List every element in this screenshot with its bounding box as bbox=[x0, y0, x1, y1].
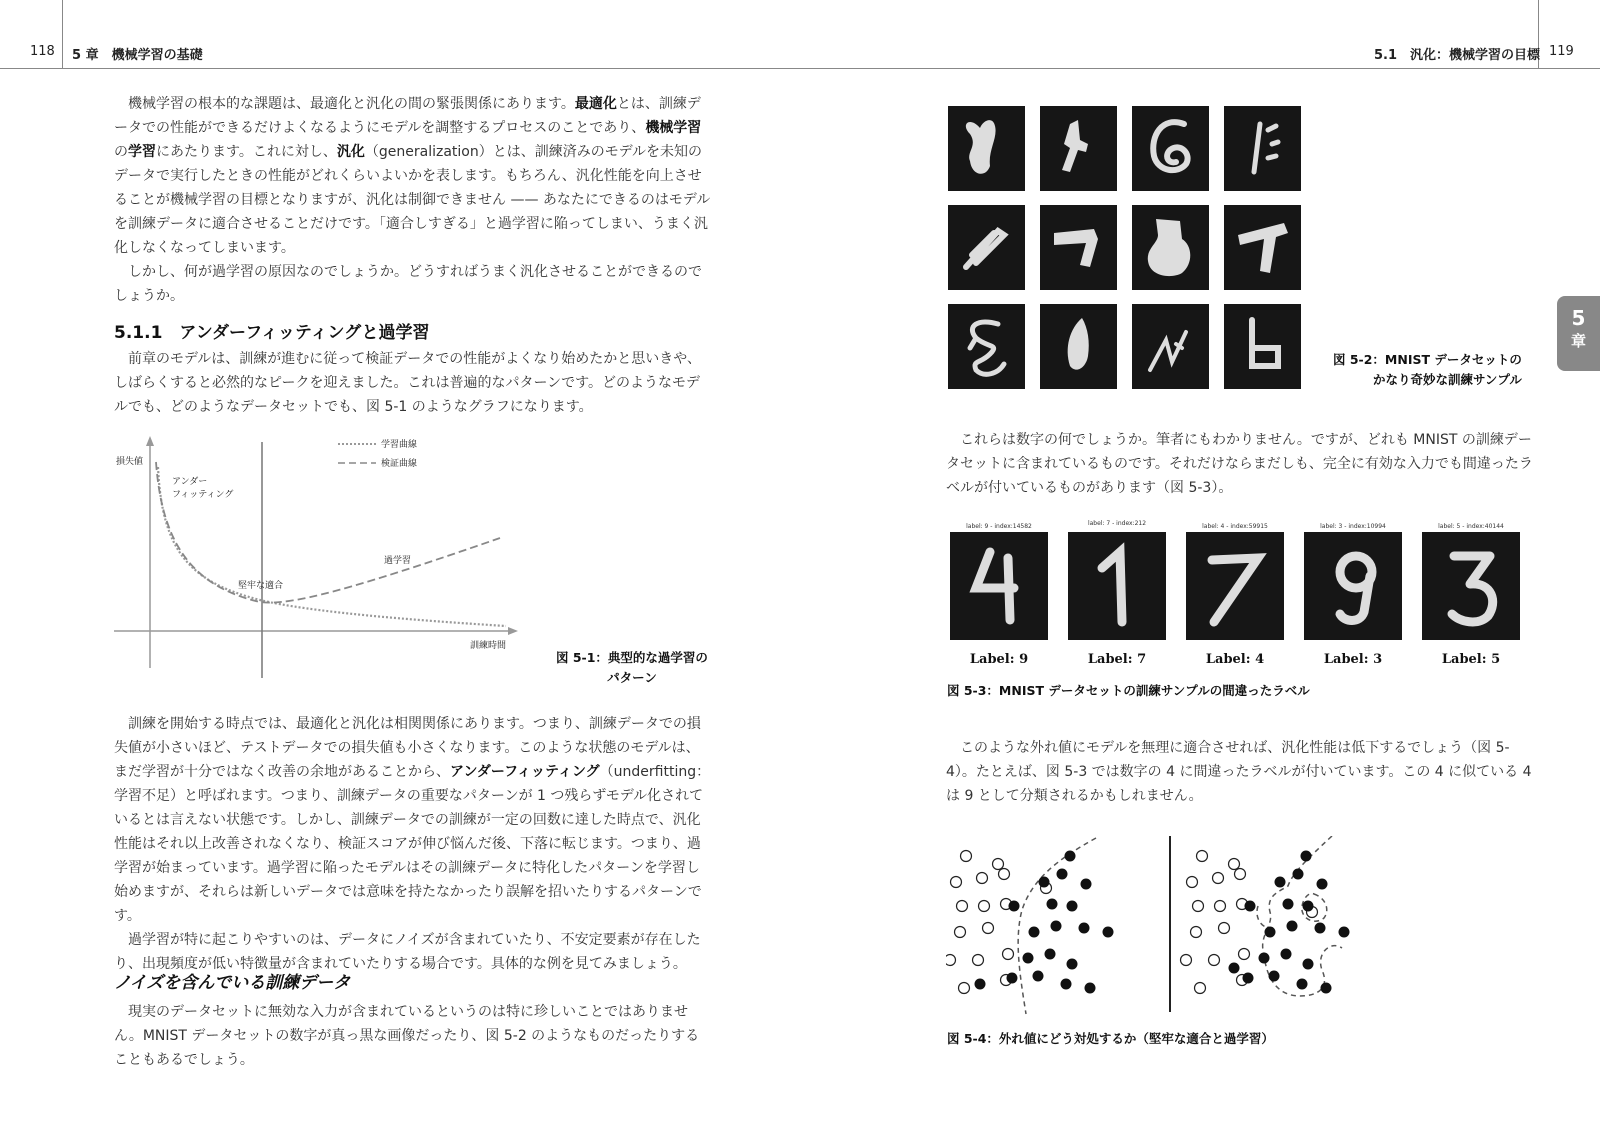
open-point bbox=[999, 869, 1010, 880]
mnist-image-4 bbox=[1304, 532, 1402, 640]
open-point bbox=[955, 927, 966, 938]
left-paragraph-2: しかし、何が過学習の原因なのでしょうか。どうすればうまく汎化させることができるのでしょうか。 bbox=[114, 264, 702, 304]
mnist-label-2: Label: 7 bbox=[1087, 652, 1147, 667]
filled-point bbox=[1303, 959, 1314, 970]
filled-point bbox=[975, 979, 986, 990]
figure-5-4-diagram bbox=[946, 836, 1396, 1016]
mnist-index-label-1: label: 9 - index:14582 bbox=[966, 523, 1032, 530]
filled-point bbox=[1293, 869, 1304, 880]
left-paragraph-3-text: 前章のモデルは、訓練が進むに従って検証データでの性能がよくなり始めたかと思いきや、しばらくすると必然的なピークを迎えました。これは普遍的なパターンです。どのようなモデルでも、どのようなデータセットでも、図 5-1 のようなグラフになります。 bbox=[114, 351, 702, 415]
left-page-number: 118 bbox=[30, 44, 55, 59]
filled-point bbox=[1275, 877, 1286, 888]
mnist-label-5: Label: 5 bbox=[1441, 652, 1501, 667]
open-point bbox=[1195, 983, 1206, 994]
open-point bbox=[1197, 851, 1208, 862]
open-point bbox=[961, 851, 972, 862]
legend-training-label: 学習曲線 bbox=[381, 440, 418, 450]
odd-sample-11 bbox=[1132, 304, 1209, 389]
left-paragraph-3 bbox=[114, 347, 712, 419]
filled-point bbox=[1065, 851, 1076, 862]
filled-point bbox=[1023, 953, 1034, 964]
filled-point bbox=[1007, 973, 1018, 984]
term-generalization: 汎化 bbox=[336, 144, 365, 160]
left-paragraph-6-text: 現実のデータセットに無効な入力が含まれているというのは特に珍しいことではありません。MNIST データセットの数字が真っ黒な画像だったり、図 5-2 のようなものだったりすることもあるでしょう。 bbox=[114, 1004, 700, 1068]
filled-point bbox=[1321, 983, 1332, 994]
filled-point bbox=[1259, 953, 1270, 964]
header-left-rule bbox=[62, 0, 63, 68]
open-point bbox=[983, 923, 994, 934]
filled-point bbox=[1061, 979, 1072, 990]
robust-fit-label: 堅牢な適合 bbox=[238, 581, 284, 591]
filled-point bbox=[1317, 879, 1328, 890]
left-paragraph-6 bbox=[114, 1000, 712, 1072]
figure-5-1-graph bbox=[110, 432, 530, 680]
filled-point bbox=[1039, 877, 1050, 888]
overfit-scatter bbox=[1181, 836, 1350, 996]
open-point bbox=[1219, 923, 1230, 934]
header-rule bbox=[0, 68, 1600, 69]
open-point bbox=[1209, 955, 1220, 966]
mnist-image-3 bbox=[1186, 532, 1284, 640]
odd-sample-1 bbox=[948, 106, 1025, 191]
term-underfitting: アンダーフィッティング bbox=[450, 764, 600, 780]
odd-sample-6 bbox=[1040, 205, 1117, 290]
filled-point bbox=[1287, 921, 1298, 932]
overfitting-label: 過学習 bbox=[384, 556, 412, 566]
filled-point bbox=[1103, 927, 1114, 938]
mnist-label-3: Label: 4 bbox=[1205, 652, 1265, 667]
p4-b: （underfitting：学習不足）と呼ばれます。つまり、訓練データの重要なパターンが 1 つ残らずモデル化されているとは言えない状態です。しかし、訓練データでの訓練が一定の回数に達した時点で、汎化性能はそれ以上改善されなくなり、検証スコアが伸び悩んだ後、下落に転じます。つまり、過学習が始まっています。過学習に陥ったモデルはその訓練データに特化したパターンを学習し始めますが、それらは新しいデータでは意味を持たなかったり誤解を招いたりするパターンです。 bbox=[114, 764, 711, 924]
filled-point bbox=[1045, 949, 1056, 960]
filled-point bbox=[1243, 973, 1254, 984]
p4-a: 訓練を開始する時点では、最適化と汎化は相関関係にあります。つまり、訓練データでの損失値が小さいほど、テストデータでの損失値も小さくなります。このような状態のモデルは、まだ学習が十分ではなく改善の余地があることから、 bbox=[114, 716, 701, 780]
right-section-title: 5.1 汎化：機械学習の目標 bbox=[1374, 48, 1541, 63]
mnist-label-4: Label: 3 bbox=[1323, 652, 1383, 667]
section-heading-5-1-1: 5.1.1 アンダーフィッティングと過学習 bbox=[114, 323, 430, 343]
open-point bbox=[1229, 859, 1240, 870]
odd-sample-5 bbox=[948, 205, 1025, 290]
mnist-image-2 bbox=[1068, 532, 1166, 640]
filled-point bbox=[1229, 963, 1240, 974]
p1-b: とは、訓練データでの性能ができるだけよくなるようにモデルを調整するプロセスのことであり、 bbox=[114, 96, 701, 136]
left-chapter-title: 5 章 機械学習の基礎 bbox=[72, 48, 203, 63]
mnist-index-label-4: label: 3 - index:10994 bbox=[1320, 523, 1386, 530]
right-page-number: 119 bbox=[1549, 44, 1574, 59]
filled-point bbox=[1283, 899, 1294, 910]
graph-x-label: 訓練時間 bbox=[470, 641, 507, 651]
open-point bbox=[1239, 949, 1250, 960]
open-point bbox=[951, 877, 962, 888]
mnist-index-label-5: label: 5 - index:40144 bbox=[1438, 523, 1504, 530]
open-point bbox=[959, 983, 970, 994]
filled-point bbox=[1281, 949, 1292, 960]
chapter-tab-label: 章 bbox=[1570, 332, 1586, 350]
odd-sample-3 bbox=[1132, 106, 1209, 191]
odd-sample-10 bbox=[1040, 304, 1117, 389]
filled-point bbox=[1009, 901, 1020, 912]
figure-5-2-caption bbox=[1333, 350, 1522, 390]
open-point bbox=[957, 901, 968, 912]
filled-point bbox=[1301, 851, 1312, 862]
term-learning: 学習 bbox=[128, 144, 156, 160]
graph-x-arrow bbox=[508, 627, 518, 635]
p1-d: にあたります。これに対し、 bbox=[156, 144, 337, 160]
underfitting-label-1: アンダー bbox=[172, 477, 208, 487]
open-point bbox=[1213, 873, 1224, 884]
filled-point bbox=[1067, 959, 1078, 970]
legend-validation-label: 検証曲線 bbox=[381, 459, 418, 469]
mnist-image-5 bbox=[1422, 532, 1520, 640]
open-point bbox=[973, 955, 984, 966]
odd-sample-9 bbox=[948, 304, 1025, 389]
open-point bbox=[1235, 869, 1246, 880]
filled-point bbox=[1047, 899, 1058, 910]
right-paragraph-2 bbox=[946, 736, 1538, 808]
open-point bbox=[1215, 901, 1226, 912]
filled-point bbox=[1029, 927, 1040, 938]
open-point bbox=[977, 873, 988, 884]
open-point bbox=[946, 955, 956, 966]
term-optimization: 最適化 bbox=[574, 96, 617, 112]
filled-point bbox=[1067, 901, 1078, 912]
mnist-index-label-2: label: 7 - index:212 bbox=[1087, 520, 1147, 527]
right-paragraph-2-text: このような外れ値にモデルを無理に適合させれば、汎化性能は低下するでしょう（図 5-4）。たとえば、図 5-3 では数字の 4 に間違ったラベルが付いています。この 4 に似ている 4 は 9 として分類されるかもしれません。 bbox=[946, 740, 1532, 804]
figure-5-1-caption-line-1: 図 5-1：典型的な過学習の bbox=[556, 650, 708, 665]
right-paragraph-1 bbox=[946, 428, 1538, 500]
filled-point bbox=[1303, 901, 1314, 912]
odd-sample-7 bbox=[1132, 205, 1209, 290]
robust-fit-scatter bbox=[946, 838, 1114, 1014]
left-paragraph-1 bbox=[114, 92, 712, 308]
left-paragraph-4 bbox=[114, 712, 712, 976]
validation-curve bbox=[156, 462, 500, 603]
filled-point bbox=[1081, 879, 1092, 890]
filled-point bbox=[1057, 869, 1068, 880]
open-point bbox=[1003, 949, 1014, 960]
figure-5-2-caption-line-1: 図 5-2：MNIST データセットの bbox=[1333, 352, 1522, 367]
open-point bbox=[1193, 901, 1204, 912]
filled-point bbox=[1269, 971, 1280, 982]
filled-point bbox=[1265, 927, 1276, 938]
p1-a: 機械学習の根本的な課題は、最適化と汎化の間の緊張関係にあります。 bbox=[128, 96, 575, 112]
figure-5-1-caption bbox=[556, 648, 708, 688]
graph-y-arrow bbox=[146, 436, 154, 446]
filled-point bbox=[1033, 971, 1044, 982]
filled-point bbox=[1339, 927, 1350, 938]
underfitting-label-2: フィッティング bbox=[172, 490, 234, 500]
open-point bbox=[1191, 927, 1202, 938]
filled-point bbox=[1315, 923, 1326, 934]
odd-sample-4 bbox=[1224, 106, 1301, 191]
figure-5-4-caption: 図 5-4：外れ値にどう対処するか（堅牢な適合と過学習） bbox=[947, 1031, 1274, 1046]
mnist-index-label-3: label: 4 - index:59915 bbox=[1202, 523, 1268, 530]
figure-5-1-caption-line-2: パターン bbox=[607, 670, 657, 685]
open-point bbox=[1187, 877, 1198, 888]
open-point bbox=[979, 901, 990, 912]
figure-5-2-caption-line-2: かなり奇妙な訓練サンプル bbox=[1372, 372, 1522, 387]
filled-point bbox=[1051, 921, 1062, 932]
p1-e: （generalization）とは、訓練済みのモデルを未知のデータで実行したときの性能がどれくらいよいかを表します。もちろん、汎化性能を向上させることが機械学習の目標となりますが、汎化は制御できません —— あなたにできるのはモデルを訓練データに適合させることだけです。「適合しすぎる」と過学習に陥ってしまい、うまく汎化しなくなってしまいます。 bbox=[114, 144, 711, 256]
chapter-tab[interactable] bbox=[1557, 296, 1600, 371]
section-heading-noise: ノイズを含んでいる訓練データ bbox=[114, 973, 351, 993]
filled-point bbox=[1079, 923, 1090, 934]
odd-sample-8 bbox=[1224, 205, 1301, 290]
odd-sample-2 bbox=[1040, 106, 1117, 191]
filled-point bbox=[1245, 901, 1256, 912]
filled-point bbox=[1297, 979, 1308, 990]
p1-c: の bbox=[114, 144, 128, 160]
mnist-label-1: Label: 9 bbox=[969, 652, 1029, 667]
term-ml: 機械学習 bbox=[645, 120, 702, 136]
graph-y-label: 損失値 bbox=[116, 457, 144, 467]
right-paragraph-1-text: これらは数字の何でしょうか。筆者にもわかりません。ですが、どれも MNIST の訓練データセットに含まれているものです。それだけならまだしも、完全に有効な入力でも間違ったラベルが付いているものがあります（図 5-3）。 bbox=[946, 432, 1533, 496]
overfit-boundary bbox=[1257, 836, 1342, 996]
odd-sample-12 bbox=[1224, 304, 1301, 389]
left-paragraph-5: 過学習が特に起こりやすいのは、データにノイズが含まれていたり、不安定要素が存在したり、出現頻度が低い特徴量が含まれていたりする場合です。具体的な例を見てみましょう。 bbox=[114, 932, 701, 972]
filled-point bbox=[1085, 983, 1096, 994]
mnist-image-1 bbox=[950, 532, 1048, 640]
open-point bbox=[1181, 955, 1192, 966]
open-point bbox=[993, 859, 1004, 870]
chapter-tab-number: 5 bbox=[1571, 306, 1586, 330]
figure-5-3-caption: 図 5-3：MNIST データセットの訓練サンプルの間違ったラベル bbox=[947, 683, 1310, 698]
